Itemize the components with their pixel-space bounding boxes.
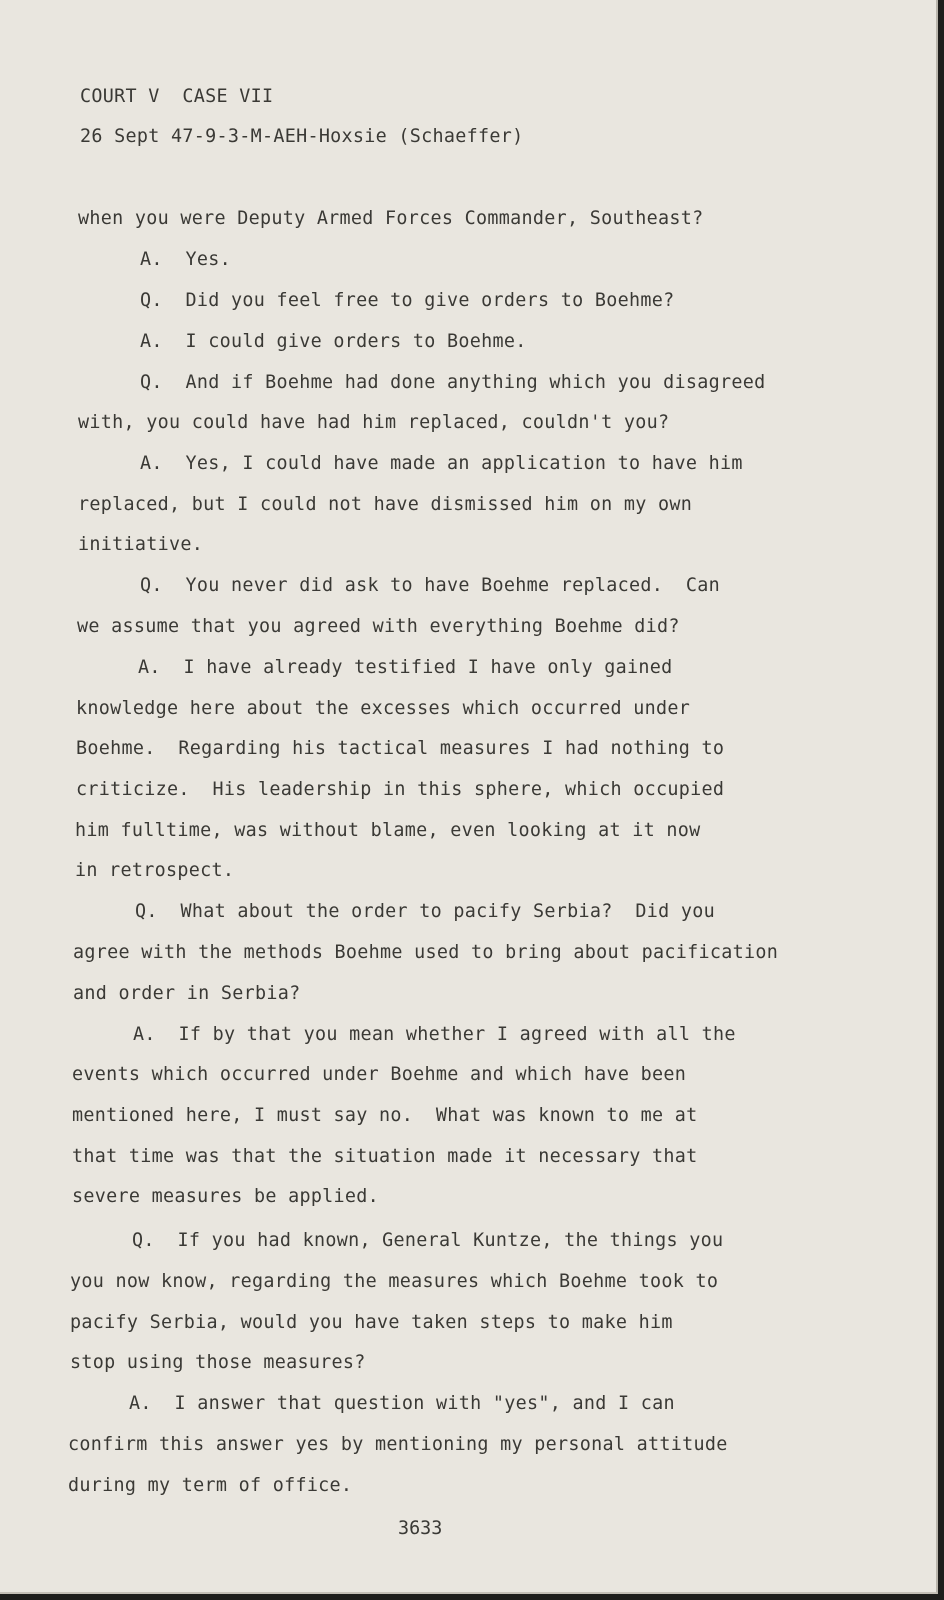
transcript-line: during my term of office. bbox=[68, 1475, 353, 1496]
transcript-line: Q. Did you feel free to give orders to Boehme? bbox=[140, 290, 675, 311]
transcript-line: that time was that the situation made it necessary that bbox=[72, 1146, 698, 1167]
transcript-line: you now know, regarding the measures which Boehme took to bbox=[70, 1271, 719, 1292]
transcript-line: when you were Deputy Armed Forces Commander, Southeast? bbox=[78, 208, 704, 229]
transcript-line: pacify Serbia, would you have taken steps to make him bbox=[70, 1312, 673, 1333]
case-header: COURT V CASE VII bbox=[80, 86, 274, 107]
transcript-line: knowledge here about the excesses which occurred under bbox=[76, 698, 691, 719]
transcript-line: events which occurred under Boehme and which have been bbox=[72, 1064, 687, 1085]
transcript-line: A. Yes, I could have made an application to have him bbox=[140, 453, 743, 474]
transcript-line: A. I could give orders to Boehme. bbox=[140, 331, 527, 352]
transcript-line: A. Yes. bbox=[140, 249, 231, 270]
transcript-line: mentioned here, I must say no. What was known to me at bbox=[72, 1105, 698, 1126]
page-number: 3633 bbox=[398, 1518, 443, 1539]
transcript-line: stop using those measures? bbox=[70, 1352, 366, 1373]
transcript-line: A. I have already testified I have only gained bbox=[138, 657, 673, 678]
transcript-line: agree with the methods Boehme used to bring about pacification bbox=[73, 942, 779, 963]
transcript-line: A. I answer that question with "yes", and I can bbox=[129, 1393, 675, 1414]
transcript-line: with, you could have had him replaced, couldn't you? bbox=[78, 412, 670, 433]
transcript-line: him fulltime, was without blame, even looking at it now bbox=[75, 820, 701, 841]
transcript-line: Q. You never did ask to have Boehme replaced. Can bbox=[140, 575, 720, 596]
session-header: 26 Sept 47-9-3-M-AEH-Hoxsie (Schaeffer) bbox=[80, 126, 524, 147]
transcript-line: in retrospect. bbox=[75, 860, 235, 881]
transcript-line: and order in Serbia? bbox=[73, 983, 301, 1004]
transcript-line: Q. And if Boehme had done anything which you disagreed bbox=[140, 372, 766, 393]
transcript-line: criticize. His leadership in this sphere, which occupied bbox=[76, 779, 725, 800]
transcript-line: A. If by that you mean whether I agreed with all the bbox=[133, 1024, 736, 1045]
transcript-line: initiative. bbox=[78, 534, 204, 555]
transcript-line: confirm this answer yes by mentioning my personal attitude bbox=[68, 1434, 728, 1455]
transcript-line: replaced, but I could not have dismissed him on my own bbox=[78, 494, 693, 515]
transcript-line: severe measures be applied. bbox=[72, 1186, 380, 1207]
transcript-line: Q. If you had known, General Kuntze, the things you bbox=[132, 1230, 724, 1251]
transcript-line: Q. What about the order to pacify Serbia? Did you bbox=[135, 901, 715, 922]
transcript-line: Boehme. Regarding his tactical measures I had nothing to bbox=[76, 738, 725, 759]
transcript-line: we assume that you agreed with everything Boehme did? bbox=[77, 616, 680, 637]
